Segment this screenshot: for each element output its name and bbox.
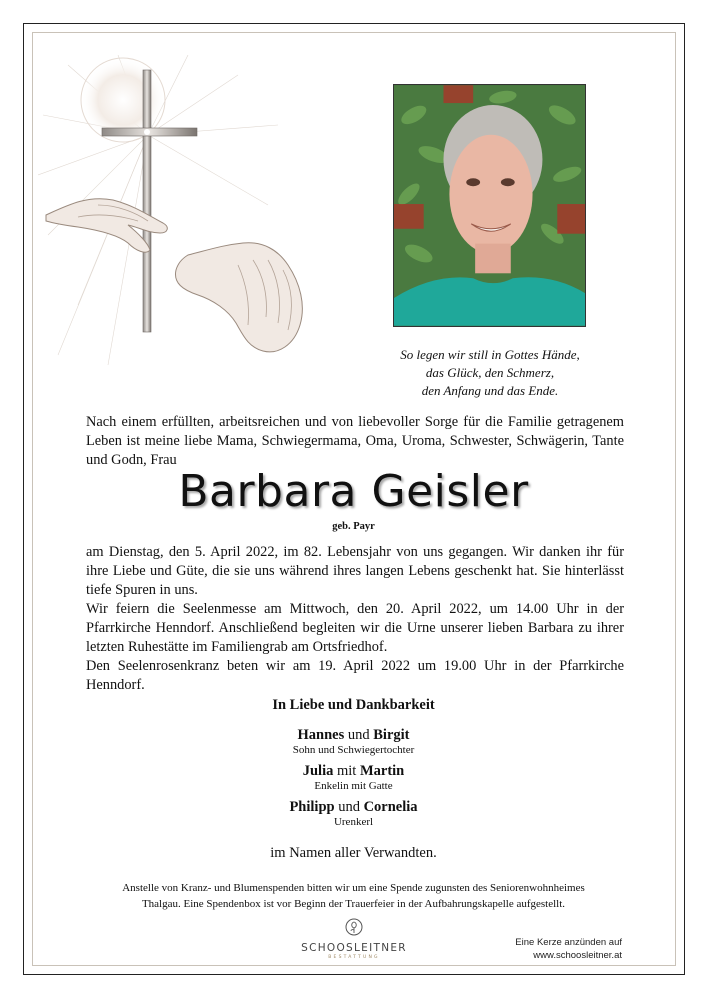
signoff: im Namen aller Verwandten. bbox=[270, 845, 437, 861]
deceased-name: Barbara Geisler bbox=[178, 466, 529, 517]
mourner-relation: Enkelin mit Gatte bbox=[314, 780, 393, 792]
cross-hands-illustration bbox=[38, 55, 338, 375]
donation-note bbox=[70, 880, 637, 912]
birth-name: geb. Payr bbox=[332, 521, 375, 532]
thanks-heading: In Liebe und Dankbarkeit bbox=[272, 697, 435, 713]
passing-paragraph: am Dienstag, den 5. April 2022, im 82. Lebensjahr von uns gegangen. Wir danken ihr für ihre Liebe und Güte, die sie uns während ihres langen Lebens geschenkt hat. Sie hinterlässt tiefe Spuren in uns. bbox=[86, 544, 624, 598]
mourner-name: Birgit bbox=[373, 727, 410, 743]
mourner-name: Philipp bbox=[289, 799, 335, 815]
candle-text: Eine Kerze anzünden auf bbox=[515, 937, 622, 948]
donation-line: Thalgau. Eine Spendenbox ist vor Beginn der Trauerfeier in der Aufbahrungskapelle aufgestellt. bbox=[141, 898, 566, 910]
mourner-relation: Urenkerl bbox=[333, 816, 374, 828]
candle-link[interactable] bbox=[515, 936, 622, 962]
mourner-names bbox=[0, 799, 707, 816]
portrait-photo bbox=[393, 84, 586, 327]
quote-line: den Anfang und das Ende. bbox=[421, 383, 559, 398]
funeral-home-name: SCHOOSLEITNER bbox=[301, 942, 407, 954]
mourner-name: Hannes bbox=[297, 727, 345, 743]
memorial-quote bbox=[360, 346, 620, 400]
mourner-joiner: und bbox=[338, 799, 360, 815]
quote-line: So legen wir still in Gottes Hände, bbox=[400, 347, 580, 362]
mass-paragraph: Wir feiern die Seelenmesse am Mittwoch, den 20. April 2022, um 14.00 Uhr in der Pfarrkirche Henndorf. Anschließend begleiten wir die Urne unserer lieben Barbara zu ihrer letzten Ruhestätte im Familiengrab am Ortsfriedhof. bbox=[86, 601, 624, 655]
rose-icon bbox=[345, 918, 363, 936]
mourner-names bbox=[0, 763, 707, 780]
funeral-home-logo[interactable] bbox=[294, 918, 414, 960]
donation-line: Anstelle von Kranz- und Blumenspenden bitten wir um eine Spende zugunsten des Seniorenwohnheimes bbox=[122, 882, 585, 894]
mourner-name: Cornelia bbox=[363, 799, 418, 815]
funeral-home-sub: BESTATTUNG bbox=[328, 955, 380, 960]
rosary-paragraph: Den Seelenrosenkranz beten wir am 19. April 2022 um 19.00 Uhr in der Pfarrkirche Henndorf. bbox=[86, 658, 624, 693]
mourner-joiner: und bbox=[347, 727, 370, 743]
mourner-joiner: mit bbox=[336, 763, 357, 779]
quote-line: das Glück, den Schmerz, bbox=[425, 365, 555, 380]
mourner-name: Julia bbox=[302, 763, 334, 779]
mourner-relation: Sohn und Schwiegertochter bbox=[292, 744, 415, 756]
intro-text: Nach einem erfüllten, arbeitsreichen und von liebevoller Sorge für die Familie getragenem Leben ist meine liebe Mama, Schwiegermama, Oma, Uroma, Schwester, Schwägerin, Tante und Godn, Frau bbox=[86, 414, 624, 468]
mourner-name: Martin bbox=[359, 763, 405, 779]
mourner-names bbox=[0, 727, 707, 744]
candle-url[interactable]: www.schoosleitner.at bbox=[533, 950, 622, 961]
